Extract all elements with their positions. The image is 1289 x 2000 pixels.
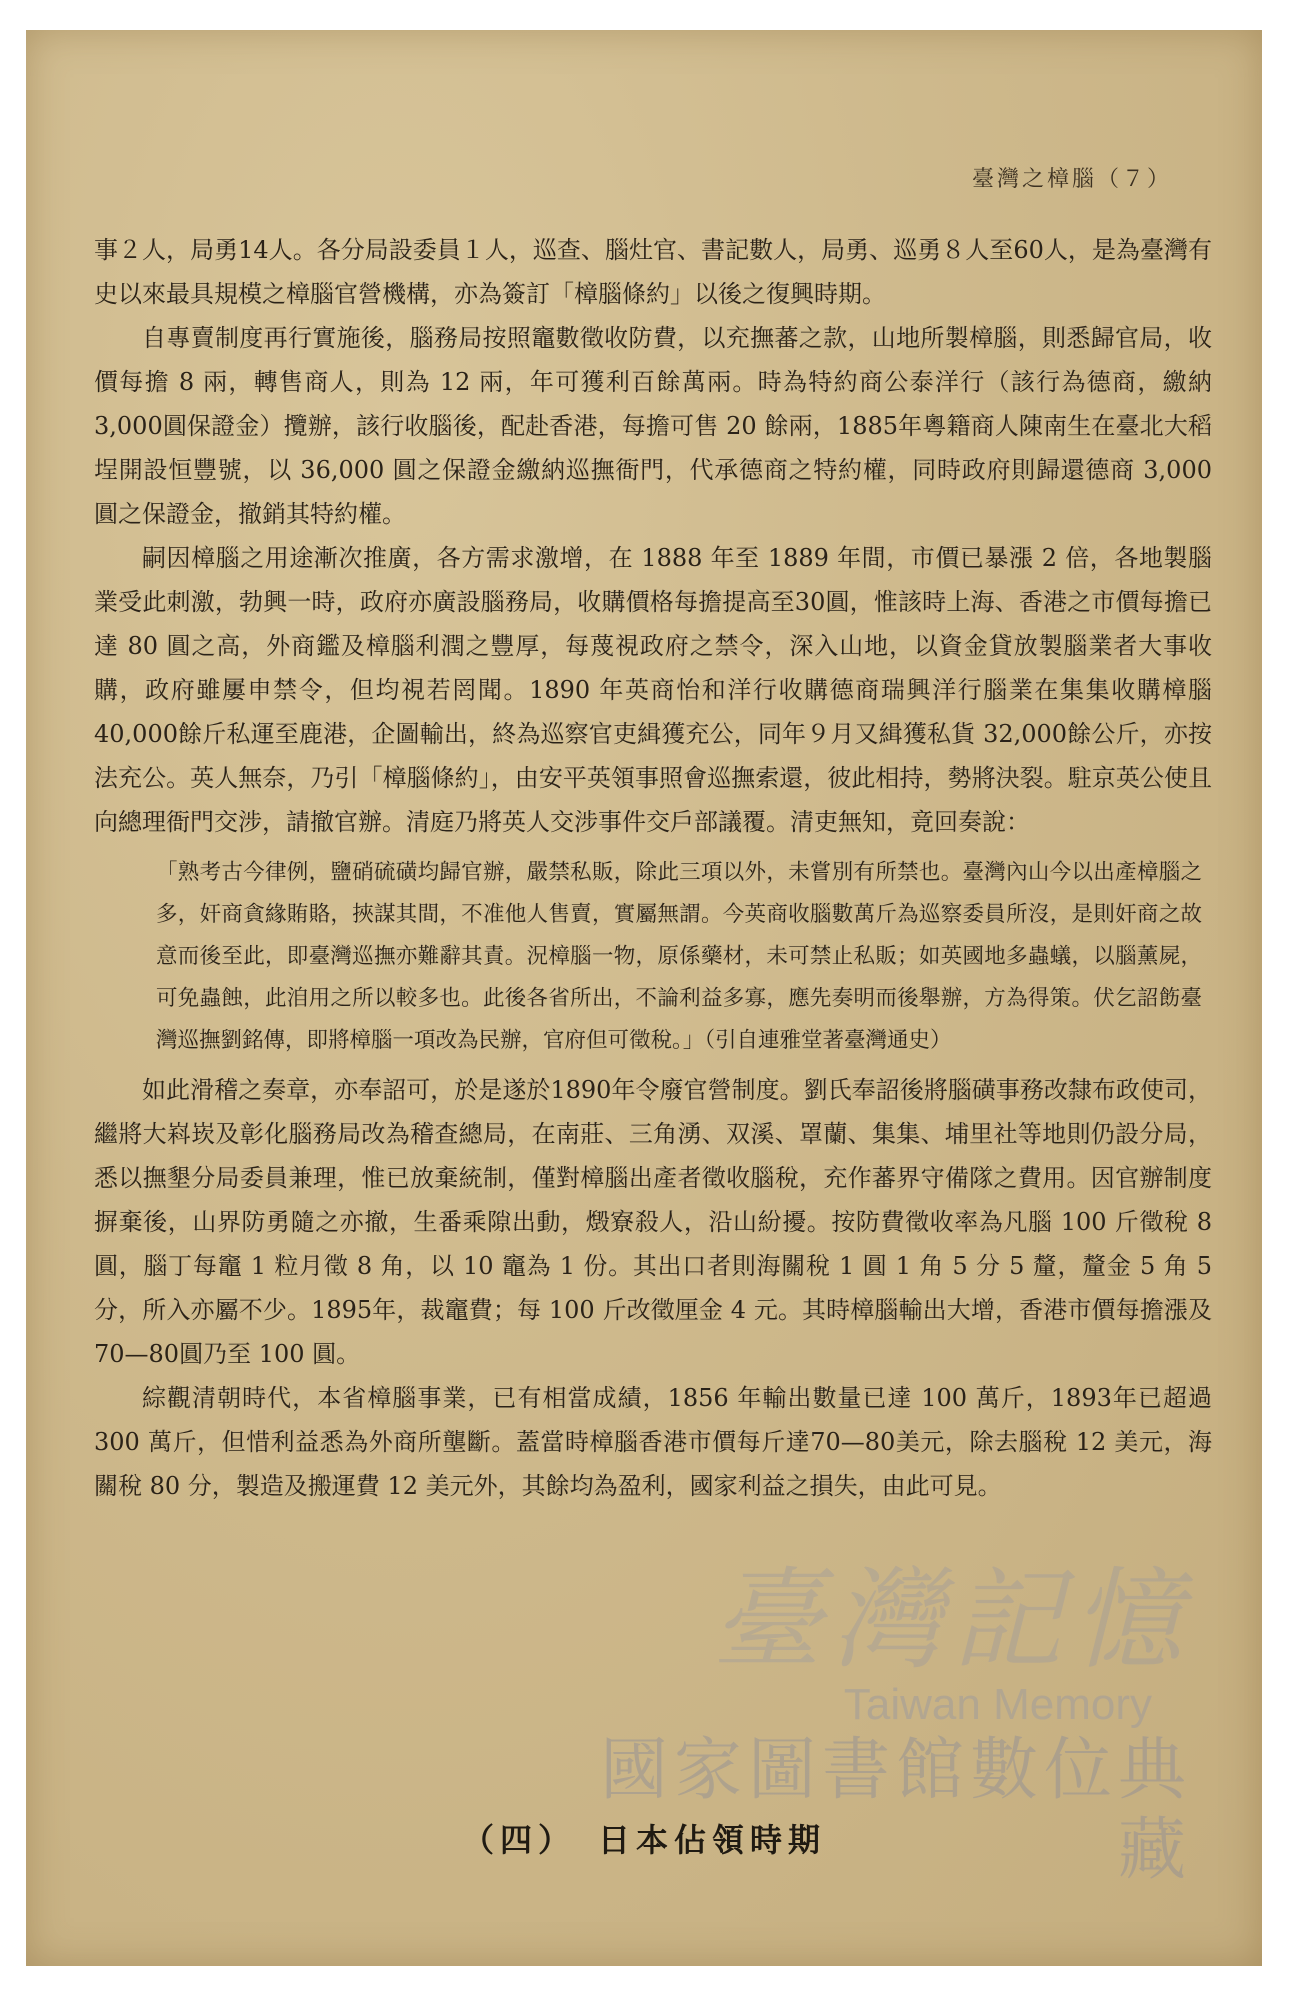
paragraph-3: 嗣因樟腦之用途漸次推廣，各方需求激增，在 1888 年至 1889 年間，市價已暴漲 2 倍，各地製腦業受此刺激，勃興一時，政府亦廣設腦務局，收購價格每擔提高至30圓，惟該時上海、香港之市價每擔已達 80 圓之高，外商鑑及樟腦利潤之豐厚，每蔑視政府之禁令，深入山地，以資金貸放製腦業者大事收購，政府雖屢申禁令，但均視若罔聞。1890 年英商怡和洋行收購德商瑞興洋行腦業在集集收購樟腦 40,000餘斤私運至鹿港，企圖輸出，終為巡察官吏緝獲充公，同年９月又緝獲私貨 32,000餘公斤，亦按法充公。英人無奈，乃引「樟腦條約」，由安平英領事照會巡撫索還，彼此相持，勢將決裂。駐京英公使且向總理衙門交涉，請撤官辦。清庭乃將英人交涉事件交戶部議覆。清吏無知，竟回奏說： bbox=[94, 544, 1212, 836]
section-title: （四） 日本佔領時期 bbox=[461, 1821, 826, 1859]
body-text bbox=[94, 228, 1212, 1508]
watermark-logo-text: 臺灣記憶 bbox=[712, 1556, 1192, 1684]
watermark-english: Taiwan Memory bbox=[843, 1680, 1152, 1729]
paragraph-5: 綜觀清朝時代，本省樟腦事業，已有相當成績，1856 年輸出數量已達 100 萬斤，1893年已超過 300 萬斤，但惜利益悉為外商所壟斷。蓋當時樟腦香港市價每斤達70—80美元，除去腦稅 12 美元，海關稅 80 分，製造及搬運費 12 美元外，其餘均為盈利，國家利益之損失，由此可見。 bbox=[94, 1384, 1212, 1500]
page-header: 臺灣之樟腦（７） bbox=[971, 167, 1172, 192]
paragraph-4: 如此滑稽之奏章，亦奉詔可，於是遂於1890年令廢官營制度。劉氏奉詔後將腦磺事務改隸布政使司，繼將大嵙崁及彰化腦務局改為稽查總局，在南莊、三角湧、双溪、罩蘭、集集、埔里社等地則仍設分局，悉以撫墾分局委員兼理，惟已放棄統制，僅對樟腦出產者徵收腦稅，充作蕃界守備隊之費用。因官辦制度摒棄後，山界防勇隨之亦撤，生番乘隙出動，燬寮殺人，沿山紛擾。按防費徵收率為凡腦 100 斤徵稅 8 圓，腦丁每竈 1 粒月徵 8 角，以 10 竈為 1 份。其出口者則海關稅 1 圓 1 角 5 分 5 釐，釐金 5 角 5 分，所入亦屬不少。1895年，裁竈費；每 100 斤改徵厘金 4 元。其時樟腦輸出大增，香港市價每擔漲及70—80圓乃至 100 圓。 bbox=[94, 1076, 1212, 1368]
paragraph-1: 事２人，局勇14人。各分局設委員１人，巡查、腦灶官、書記數人，局勇、巡勇８人至60人，是為臺灣有史以來最具規模之樟腦官營機構，亦為簽訂「樟腦條約」以後之復興時期。 bbox=[94, 236, 1212, 308]
watermark-library: 國家圖書館數位典藏 bbox=[599, 1732, 1192, 1888]
quoted-memorial: 「熟考古今律例，鹽硝硫磺均歸官辦，嚴禁私販，除此三項以外，未嘗別有所禁也。臺灣內山今以出產樟腦之多，奸商貪緣賄賂，挾謀其間，不准他人售賣，實屬無謂。今英商收腦數萬斤為巡察委員所沒，是則奸商之故意而後至此，即臺灣巡撫亦難辭其責。況樟腦一物，原係藥材，未可禁止私販；如英國地多蟲蟻，以腦薰屍，可免蟲蝕，此洎用之所以較多也。此後各省所出，不論利益多寡，應先奏明而後舉辦，方為得策。伏乞詔飭臺灣巡撫劉銘傳，即將樟腦一項改為民辦，官府但可徵稅。」（引自連雅堂著臺灣通史） bbox=[156, 860, 1202, 1053]
paragraph-2: 自專賣制度再行實施後，腦務局按照竈數徵收防費，以充撫蕃之款，山地所製樟腦，則悉歸官局，收價每擔 8 兩，轉售商人，則為 12 兩，年可獲利百餘萬兩。時為特約商公泰洋行（該行為德商，繳納3,000圓保證金）攬辦，該行收腦後，配赴香港，每擔可售 20 餘兩，1885年粵籍商人陳南生在臺北大稻埕開設恒豐號，以 36,000 圓之保證金繳納巡撫衙門，代承德商之特約權，同時政府則歸還德商 3,000 圓之保證金，撤銷其特約權。 bbox=[94, 324, 1212, 528]
scanned-page bbox=[26, 30, 1262, 1966]
